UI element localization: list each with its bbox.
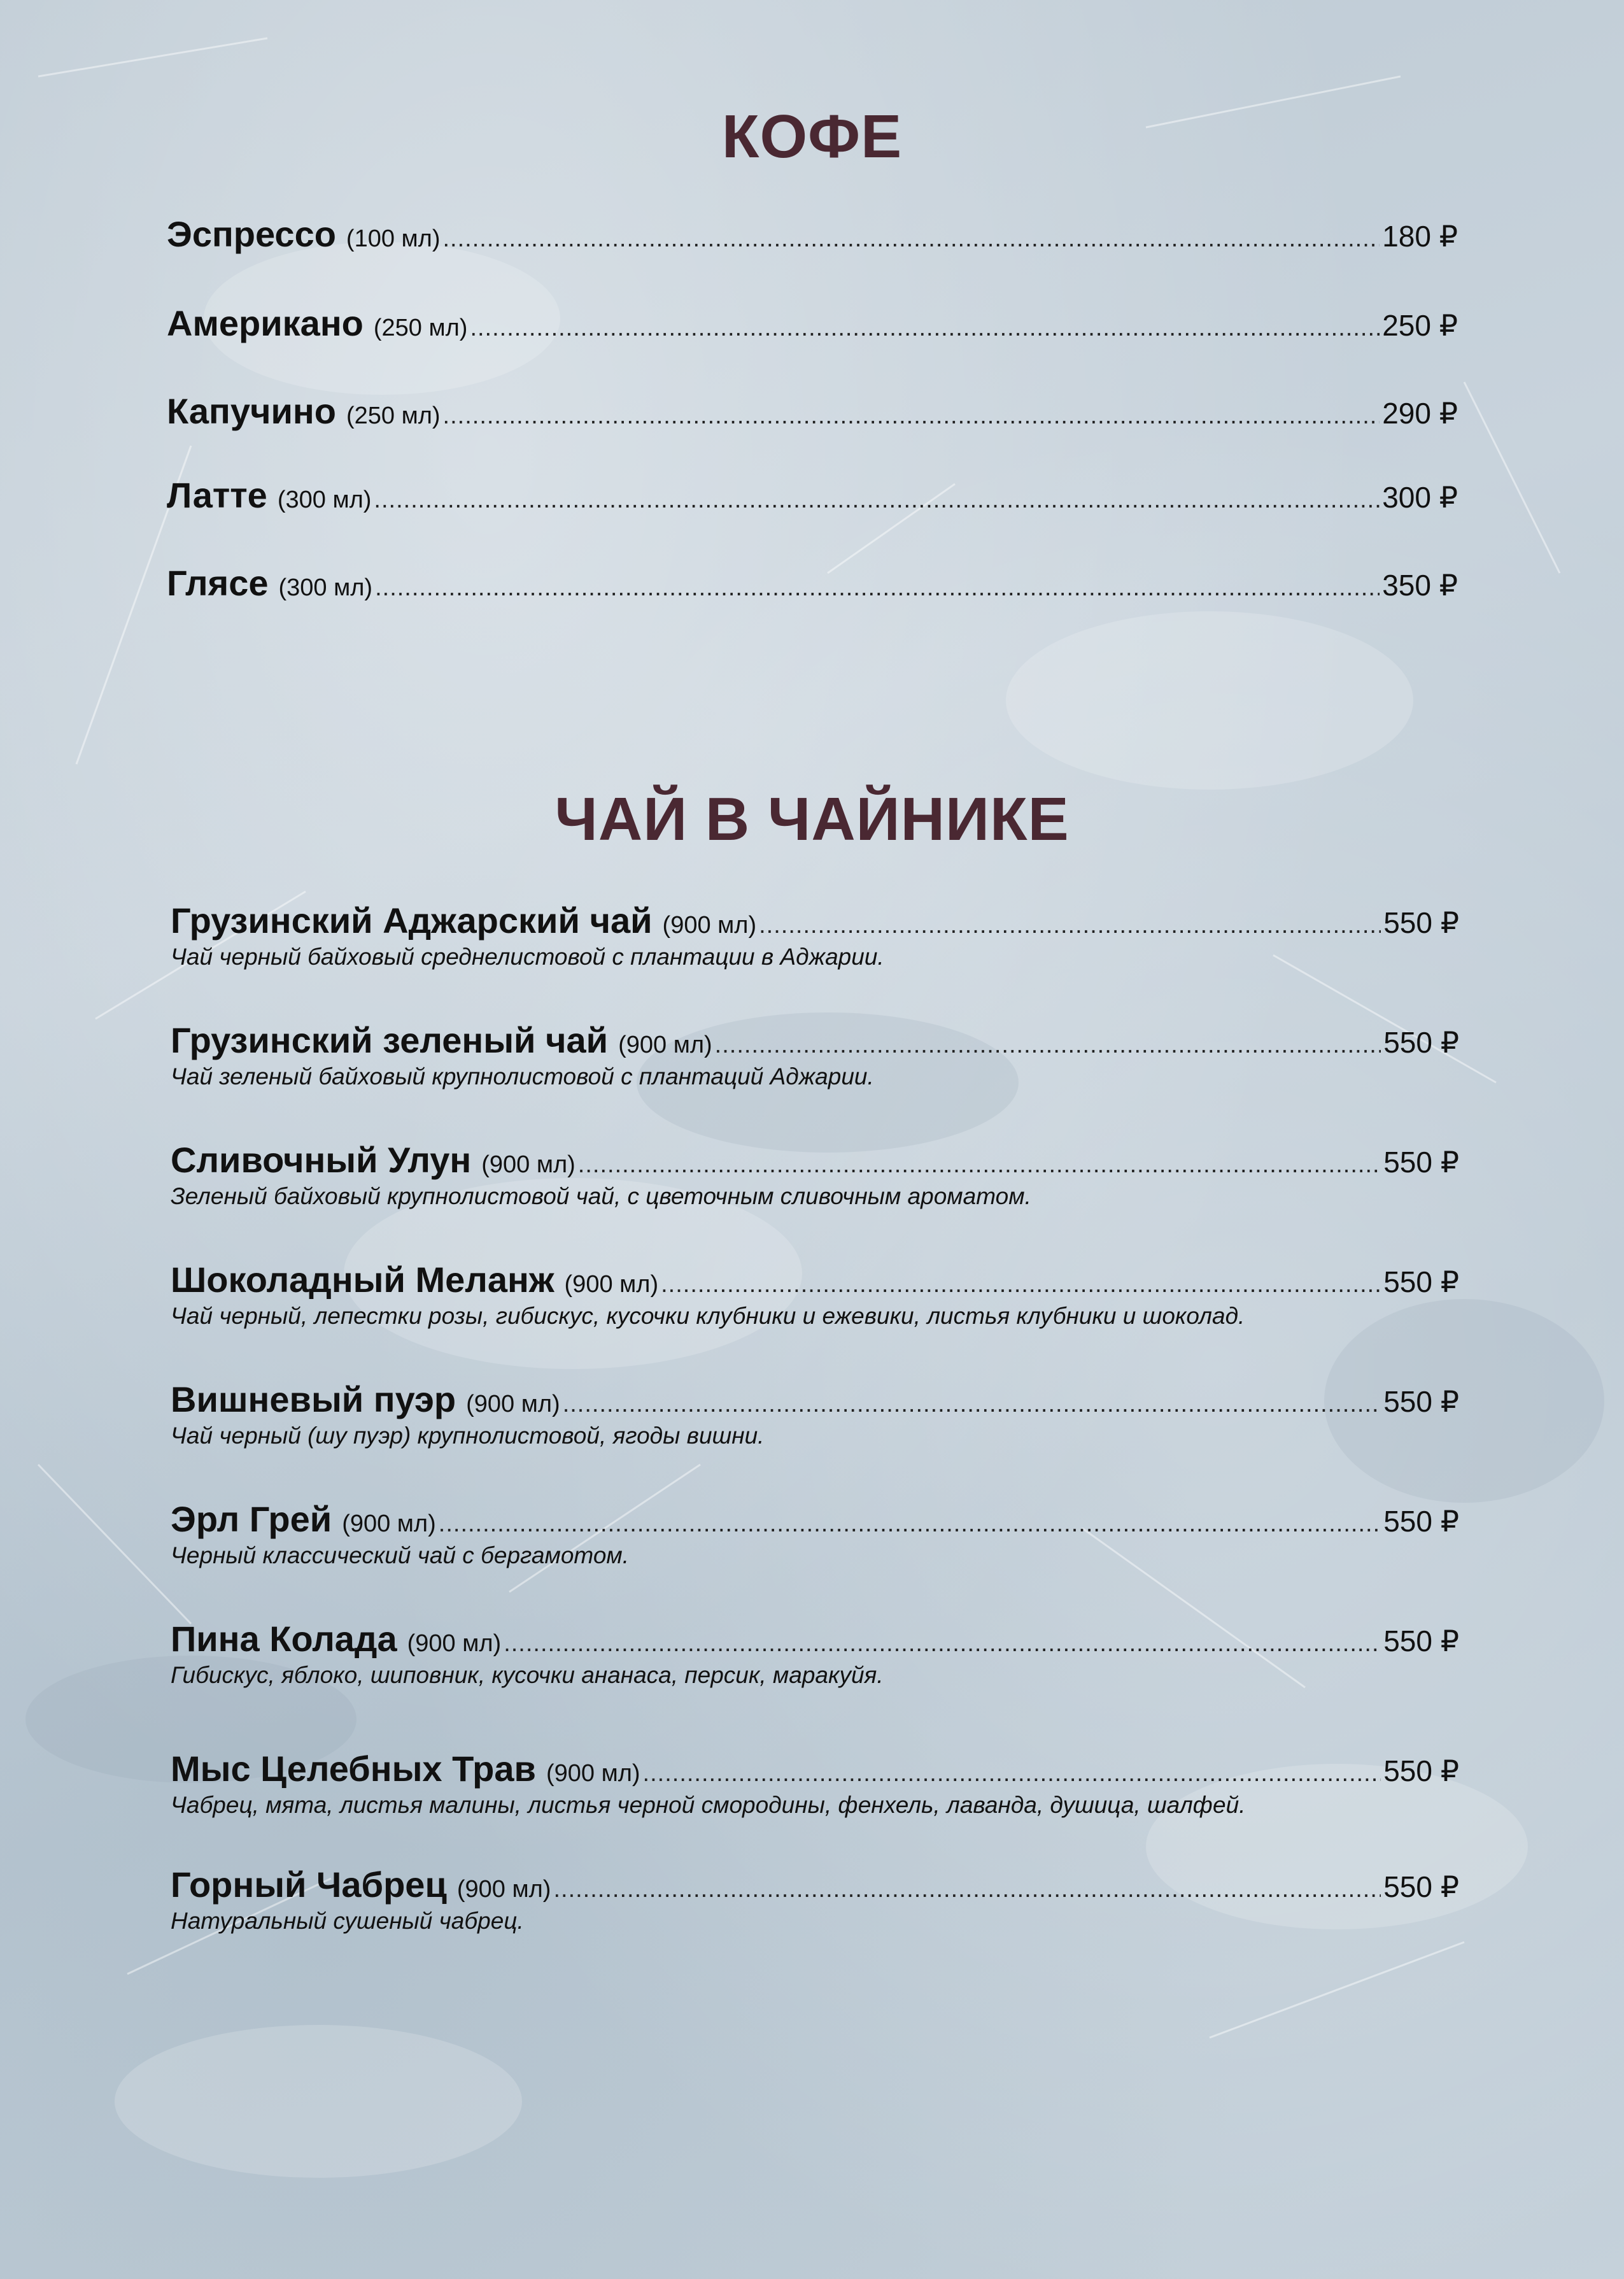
item-volume: (900 мл) (618, 1032, 712, 1058)
dot-leader (661, 1271, 1381, 1298)
item-description: Гибискус, яблоко, шиповник, кусочки ананаса, персик, маракуйя. (171, 1662, 884, 1688)
menu-item-georgian-green-tea (171, 1019, 1459, 1090)
item-price: 300 ₽ (1382, 481, 1458, 514)
item-name: Сливочный Улун (171, 1140, 472, 1180)
item-price: 550 ₽ (1383, 1146, 1459, 1179)
item-price: 550 ₽ (1383, 1505, 1459, 1538)
item-price: 350 ₽ (1382, 569, 1458, 602)
dot-leader (470, 315, 1380, 342)
item-description: Зеленый байховый крупнолистовой чай, с цветочным сливочным ароматом. (171, 1183, 1031, 1209)
menu-item-mountain-thyme (171, 1864, 1459, 1935)
item-volume: (900 мл) (662, 912, 757, 939)
item-volume: (900 мл) (564, 1271, 659, 1298)
item-volume: (900 мл) (342, 1510, 436, 1537)
item-name: Пина Колада (171, 1619, 397, 1659)
dot-leader (374, 486, 1380, 514)
item-description: Чабрец, мята, листья малины, листья черной смородины, фенхель, лаванда, душица, шалфей. (171, 1792, 1246, 1818)
item-name: Латте (167, 475, 267, 515)
menu-item-latte (167, 474, 1458, 516)
item-price: 180 ₽ (1382, 220, 1458, 253)
coffee-section-title: КОФЕ (721, 103, 903, 171)
dot-leader (563, 1391, 1381, 1418)
item-name: Капучино (167, 391, 336, 431)
menu-item-espresso (167, 213, 1458, 255)
menu-item-georgian-adjara-tea (171, 900, 1459, 970)
item-name: Мыс Целебных Трав (171, 1749, 536, 1789)
item-volume: (300 мл) (278, 574, 373, 601)
menu-item-cappuccino (167, 390, 1458, 432)
dot-leader (578, 1151, 1381, 1179)
item-description: Чай черный (шу пуэр) крупнолистовой, ягоды вишни. (171, 1423, 765, 1449)
item-price: 550 ₽ (1383, 1624, 1459, 1658)
dot-leader (443, 225, 1380, 253)
item-price: 290 ₽ (1382, 397, 1458, 430)
item-volume: (100 мл) (346, 225, 441, 252)
item-description: Чай черный байховый среднелистовой с плантации в Аджарии. (171, 944, 884, 970)
dot-leader (375, 574, 1380, 602)
item-description: Натуральный сушеный чабрец. (171, 1908, 524, 1934)
item-description: Чай черный, лепестки розы, гибискус, кусочки клубники и ежевики, листья клубники и шоколад. (171, 1303, 1245, 1329)
item-volume: (250 мл) (346, 402, 441, 429)
item-description: Черный классический чай с бергамотом. (171, 1542, 630, 1568)
tea-section-title: ЧАЙ В ЧАЙНИКЕ (554, 785, 1070, 853)
item-price: 550 ₽ (1383, 1265, 1459, 1298)
menu-item-americano (167, 302, 1458, 344)
dot-leader (504, 1630, 1381, 1658)
dot-leader (759, 912, 1381, 939)
menu-item-cherry-puer (171, 1379, 1459, 1449)
item-volume: (900 мл) (456, 1876, 551, 1903)
item-price: 250 ₽ (1382, 309, 1458, 342)
item-name: Эспрессо (167, 214, 336, 254)
item-name: Глясе (167, 563, 269, 603)
item-volume: (900 мл) (466, 1391, 560, 1417)
item-volume: (300 мл) (277, 486, 372, 513)
dot-leader (553, 1876, 1381, 1903)
item-name: Горный Чабрец (171, 1864, 447, 1905)
dot-leader (443, 402, 1380, 430)
menu-item-glace (167, 562, 1458, 604)
menu-item-milk-oolong (171, 1139, 1459, 1210)
item-price: 550 ₽ (1383, 1026, 1459, 1059)
item-name: Вишневый пуэр (171, 1379, 456, 1419)
item-volume: (900 мл) (407, 1630, 502, 1657)
dot-leader (715, 1032, 1381, 1059)
menu-item-earl-grey (171, 1498, 1459, 1569)
item-name: Шоколадный Меланж (171, 1260, 554, 1300)
item-price: 550 ₽ (1383, 1870, 1459, 1903)
menu-item-healing-herbs (171, 1748, 1459, 1819)
item-price: 550 ₽ (1383, 1754, 1459, 1787)
item-name: Грузинский Аджарский чай (171, 900, 653, 941)
item-name: Эрл Грей (171, 1499, 332, 1539)
menu-item-pina-colada (171, 1618, 1459, 1689)
item-name: Американо (167, 303, 364, 343)
item-volume: (900 мл) (546, 1760, 640, 1787)
item-price: 550 ₽ (1383, 906, 1459, 939)
dot-leader (643, 1760, 1381, 1787)
menu-item-chocolate-melange (171, 1259, 1459, 1330)
item-name: Грузинский зеленый чай (171, 1020, 609, 1060)
item-volume: (900 мл) (481, 1151, 575, 1178)
item-description: Чай зеленый байховый крупнолистовой с плантаций Аджарии. (171, 1063, 874, 1090)
dot-leader (439, 1510, 1381, 1538)
item-volume: (250 мл) (373, 315, 468, 341)
item-price: 550 ₽ (1383, 1385, 1459, 1418)
